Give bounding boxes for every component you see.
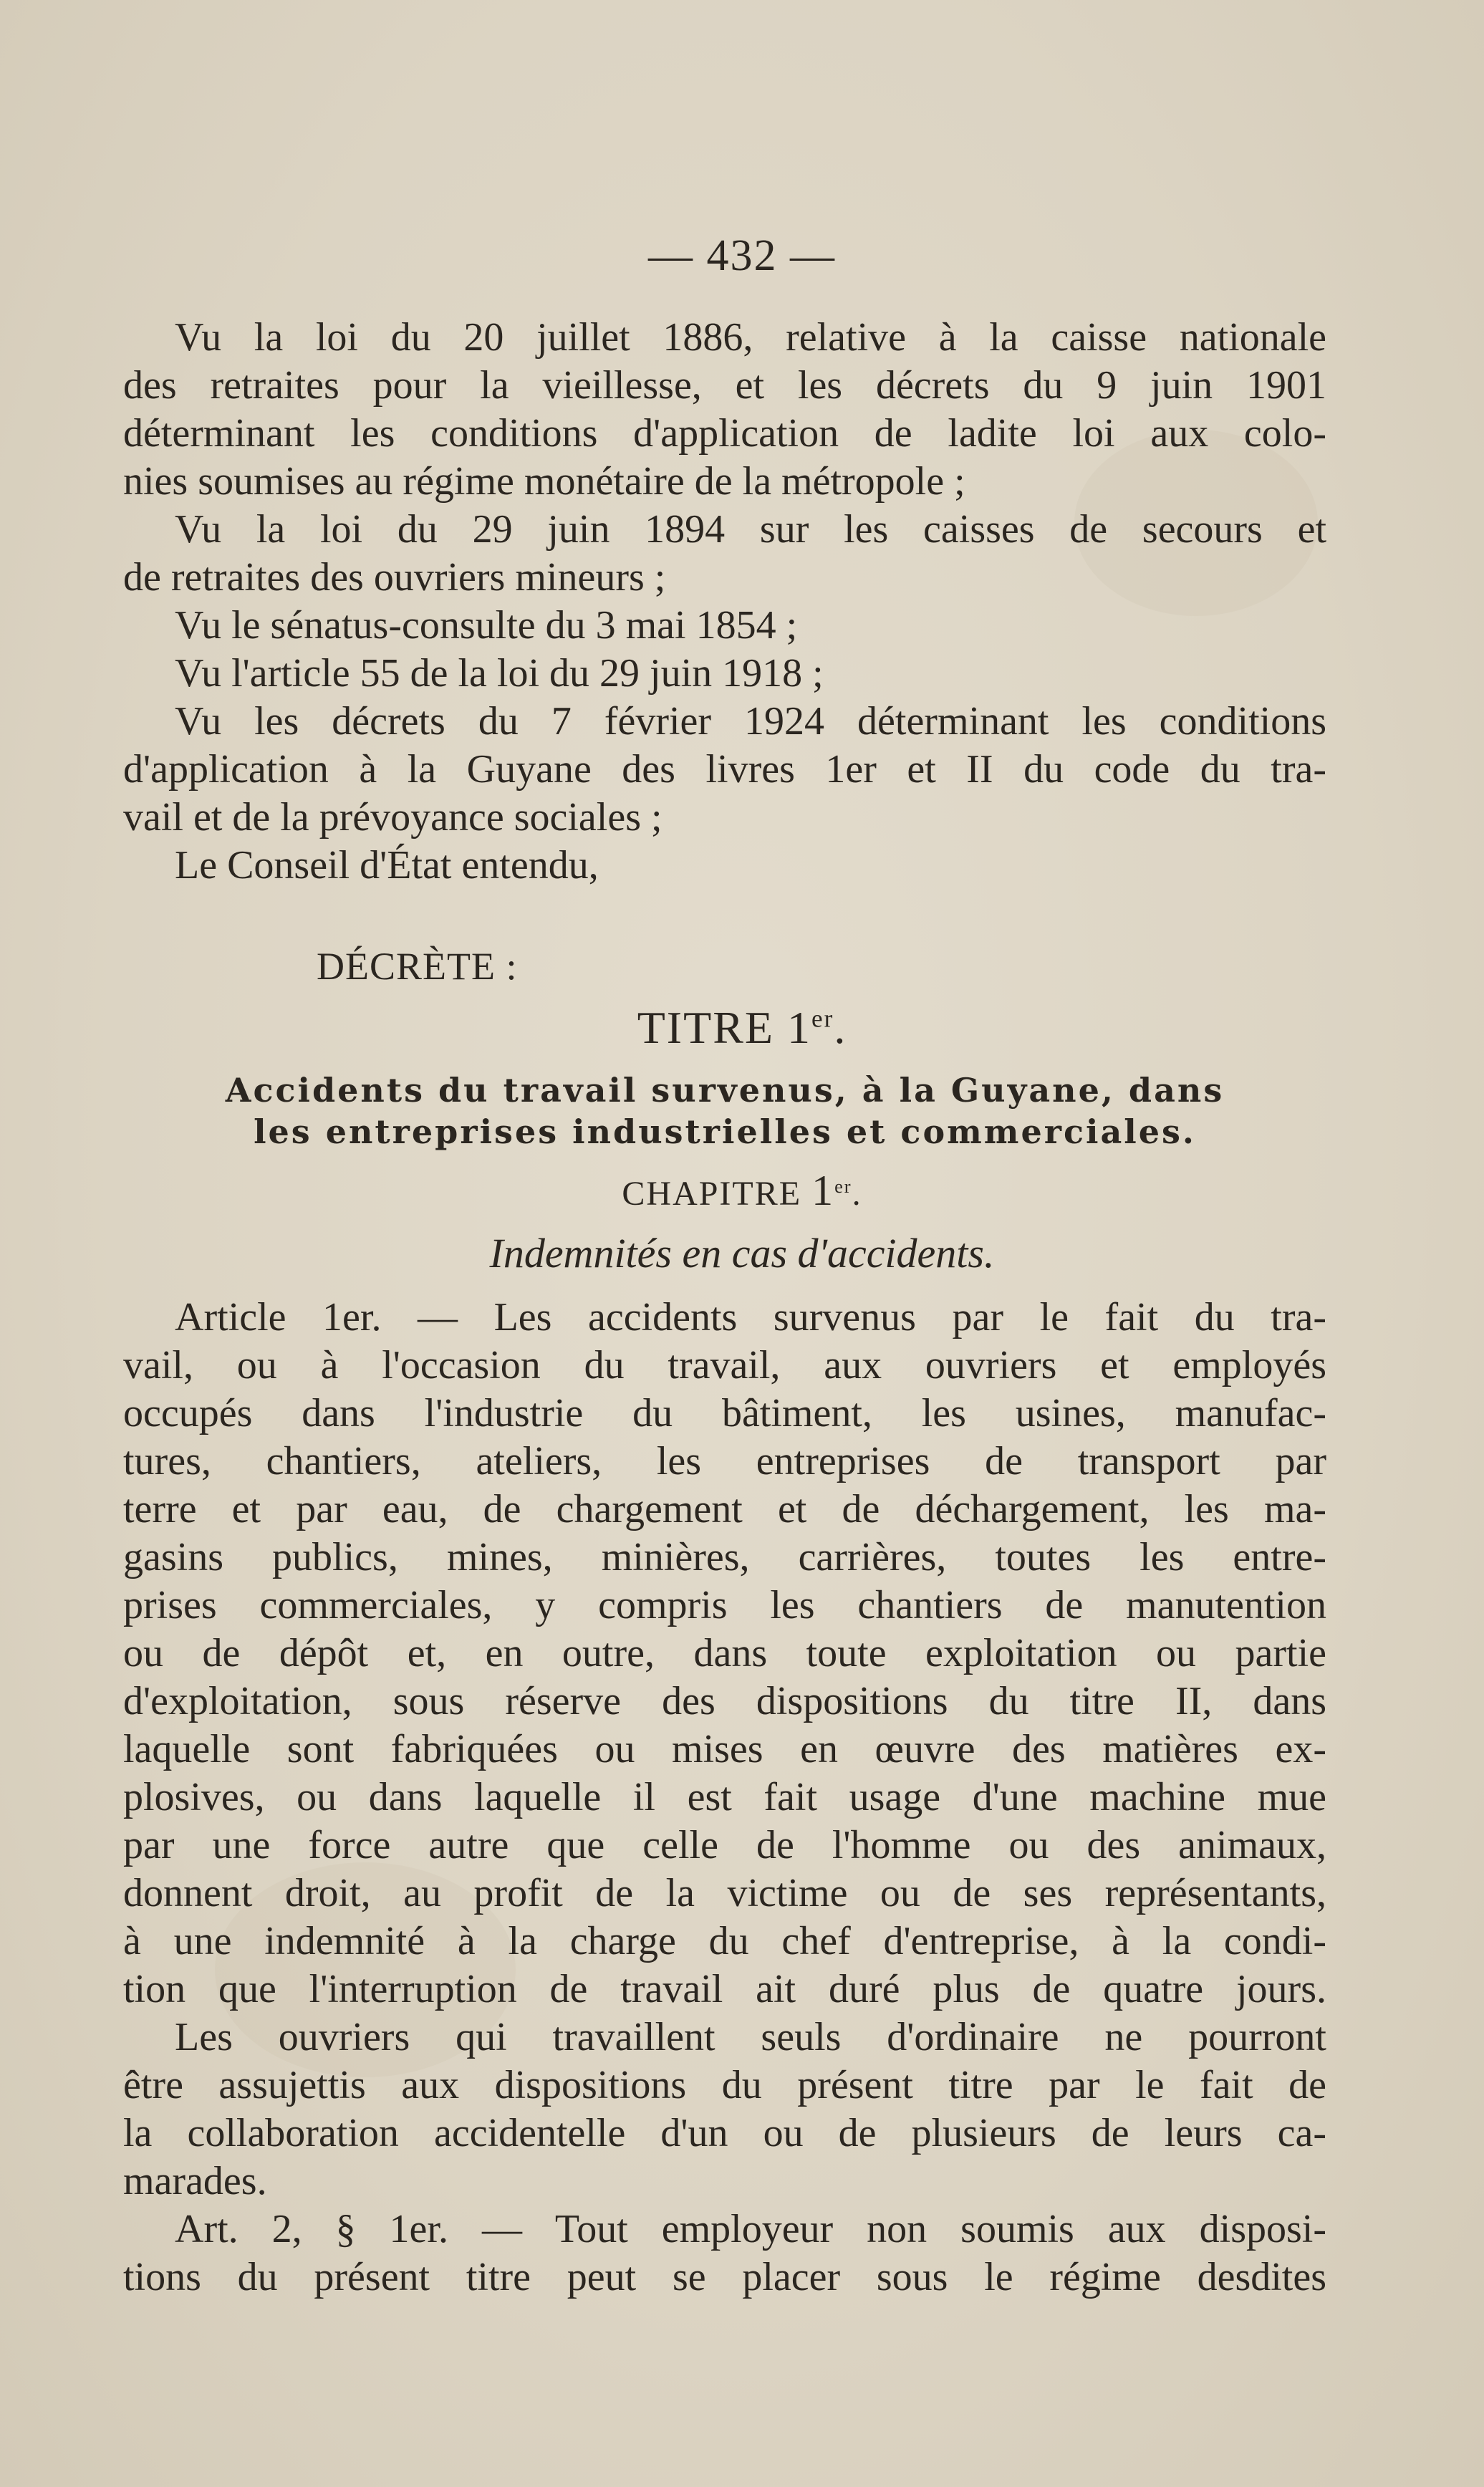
chapter-number: 1 <box>811 1167 835 1214</box>
text-line: Art. 2, § 1er. — Tout employeur non soumis aux disposi- <box>175 2207 1326 2251</box>
text-line: la collaboration accidentelle d'un ou de plusieurs de leurs ca- <box>123 2111 1326 2155</box>
text-line: de retraites des ouvriers mineurs ; <box>123 555 666 600</box>
text-line: déterminant les conditions d'application de ladite loi aux colo- <box>123 411 1326 456</box>
preamble <box>123 314 1326 890</box>
text-line: Vu la loi du 29 juin 1894 sur les caisses de secours et <box>175 507 1326 552</box>
title-label: TITRE 1 <box>637 1002 811 1053</box>
text-line: d'exploitation, sous réserve des dispositions du titre II, dans <box>123 1679 1326 1723</box>
chapter-heading <box>0 1166 1484 1216</box>
text-line: nies soumises au régime monétaire de la métropole ; <box>123 459 965 504</box>
text-line: vail, ou à l'occasion du travail, aux ouvriers et employés <box>123 1343 1326 1387</box>
title-subject-line-1: Accidents du travail survenus, à la Guyane, dans <box>225 1071 1225 1110</box>
text-line: prises commerciales, y compris les chantiers de manutention <box>123 1583 1326 1627</box>
title-subject-line-2: les entreprises industrielles et commerciales. <box>254 1112 1196 1151</box>
page-number: — 432 — <box>648 231 836 280</box>
text-line: gasins publics, mines, minières, carrières, toutes les entre- <box>123 1535 1326 1579</box>
text-line: Vu la loi du 20 juillet 1886, relative à la caisse nationale <box>175 315 1326 360</box>
text-line: par une force autre que celle de l'homme ou des animaux, <box>123 1823 1326 1867</box>
title-suffix: . <box>834 1002 847 1053</box>
text-line: Vu le sénatus-consulte du 3 mai 1854 ; <box>175 603 798 648</box>
chapter-subject: Indemnités en cas d'accidents. <box>489 1230 995 1276</box>
text-line: Les ouvriers qui travaillent seuls d'ordinaire ne pourront <box>175 2015 1326 2059</box>
text-line: vail et de la prévoyance sociales ; <box>123 795 662 840</box>
text-line: Vu l'article 55 de la loi du 29 juin 1918 ; <box>175 651 824 696</box>
chapter-superscript: er <box>834 1175 852 1197</box>
article-body <box>123 1294 1326 2301</box>
text-line: Vu les décrets du 7 février 1924 déterminant les conditions <box>175 699 1326 744</box>
text-line: être assujettis aux dispositions du présent titre par le fait de <box>123 2063 1326 2107</box>
title-superscript: er <box>811 1004 834 1033</box>
chapter-label: CHAPITRE <box>622 1175 812 1213</box>
text-line: Le Conseil d'État entendu, <box>175 843 599 887</box>
text-line: à une indemnité à la charge du chef d'entreprise, à la condi- <box>123 1919 1326 1963</box>
text-line: laquelle sont fabriquées ou mises en œuvre des matières ex- <box>123 1727 1326 1771</box>
text-line: tures, chantiers, ateliers, les entreprises de transport par <box>123 1439 1326 1483</box>
decree-heading: DÉCRÈTE : <box>317 945 518 988</box>
text-line: ou de dépôt et, en outre, dans toute exploitation ou partie <box>123 1631 1326 1675</box>
text-line: occupés dans l'industrie du bâtiment, les usines, manufac- <box>123 1391 1326 1435</box>
text-line: des retraites pour la vieillesse, et les décrets du 9 juin 1901 <box>123 363 1326 408</box>
text-line: plosives, ou dans laquelle il est fait usage d'une machine mue <box>123 1775 1326 1819</box>
text-line: Article 1er. — Les accidents survenus par le fait du tra- <box>175 1295 1326 1339</box>
chapter-suffix: . <box>852 1175 862 1213</box>
text-line: terre et par eau, de chargement et de déchargement, les ma- <box>123 1487 1326 1531</box>
title-heading <box>0 1001 1484 1054</box>
text-line: tions du présent titre peut se placer sous le régime desdites <box>123 2255 1326 2299</box>
text-line: marades. <box>123 2159 267 2203</box>
text-line: donnent droit, au profit de la victime ou de ses représentants, <box>123 1871 1326 1915</box>
text-line: d'application à la Guyane des livres 1er et II du code du tra- <box>123 747 1326 792</box>
text-line: tion que l'interruption de travail ait duré plus de quatre jours. <box>123 1967 1326 2011</box>
